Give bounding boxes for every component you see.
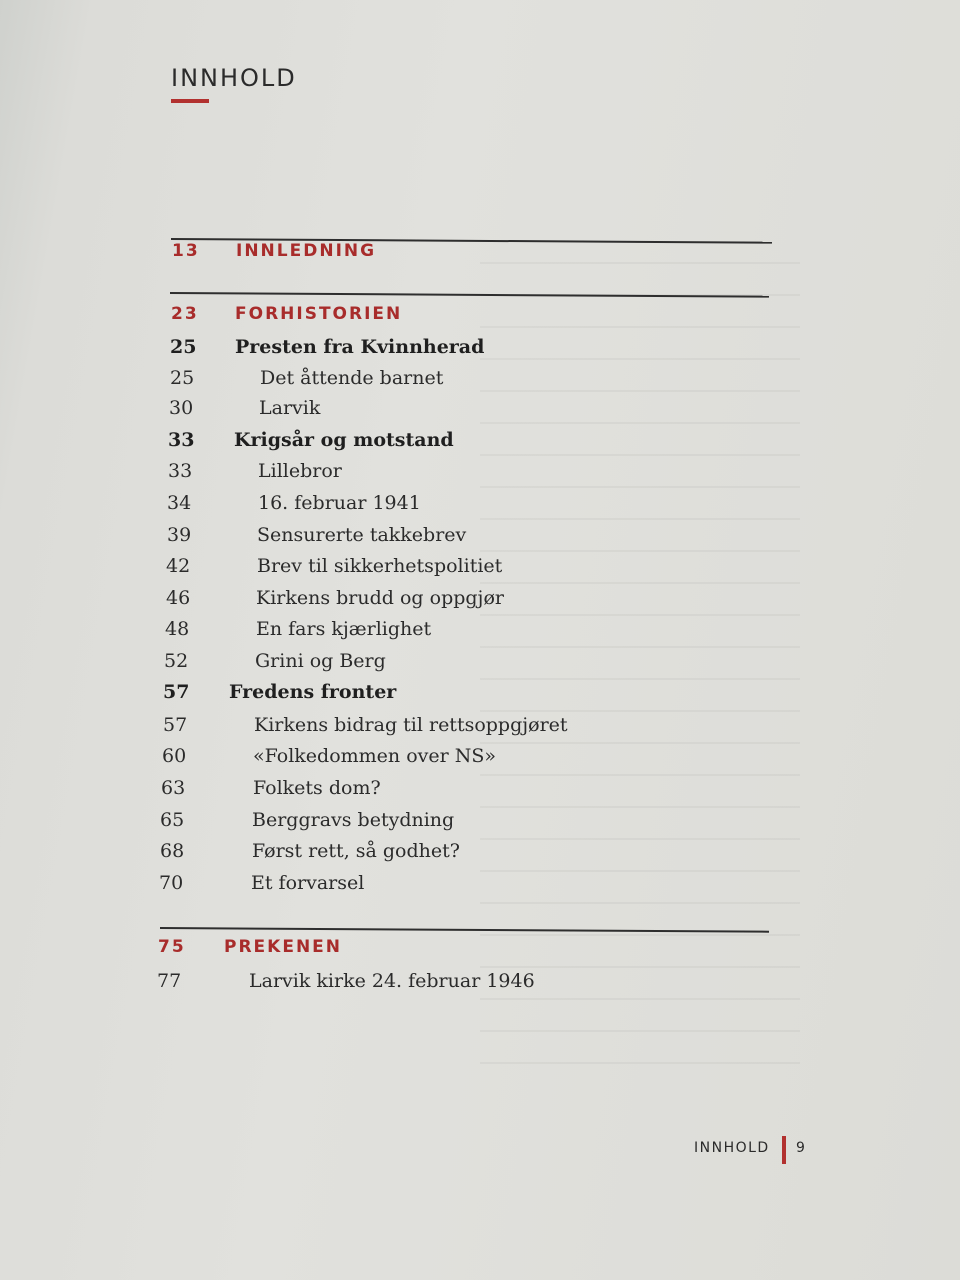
- toc-entry-label: En fars kjærlighet: [256, 618, 432, 640]
- toc-page-number: 65: [160, 809, 185, 831]
- toc-entry-label: Lillebror: [258, 460, 342, 482]
- toc-page-number: 30: [169, 397, 194, 419]
- toc-page-number: 42: [166, 555, 191, 577]
- toc-entry-label: Fredens fronter: [229, 681, 397, 703]
- toc-entry-label: Det åttende barnet: [260, 367, 444, 389]
- toc-row: [0, 492, 960, 524]
- toc-entry-label: Kirkens bidrag til rettsoppgjøret: [254, 714, 568, 736]
- toc-page-number: 39: [167, 524, 192, 546]
- toc-page-number: 46: [166, 587, 191, 609]
- toc-entry-label: Først rett, så godhet?: [252, 840, 460, 862]
- toc-entry-label: Brev til sikkerhetspolitiet: [257, 555, 503, 577]
- toc-entry-label: Krigsår og motstand: [234, 429, 454, 451]
- toc-row: [0, 650, 960, 682]
- toc-row: [0, 809, 960, 841]
- toc-row: [0, 587, 960, 619]
- toc-entry-label: Folkets dom?: [253, 777, 381, 799]
- toc-row: [0, 618, 960, 650]
- toc-entry-label: Berggravs betydning: [252, 809, 455, 831]
- toc-page-number: 75: [158, 937, 186, 957]
- toc-row: [0, 937, 960, 969]
- toc-row: [0, 397, 960, 429]
- toc-page-number: 57: [163, 714, 188, 736]
- toc-row: [0, 429, 960, 461]
- toc-page-number: 25: [170, 336, 197, 358]
- toc-page-number: 13: [172, 241, 200, 261]
- footer-divider: [782, 1136, 786, 1164]
- toc-page-number: 68: [160, 840, 185, 862]
- toc-row: [0, 460, 960, 492]
- toc-row: [0, 524, 960, 556]
- page-title: INNHOLD: [171, 64, 297, 92]
- toc-row: [0, 681, 960, 713]
- toc-page-number: 48: [165, 618, 190, 640]
- toc-row: [0, 367, 960, 399]
- toc-entry-label: Sensurerte takkebrev: [257, 524, 467, 546]
- toc-entry-label: PREKENEN: [224, 937, 343, 957]
- toc-entry-label: Et forvarsel: [251, 872, 365, 894]
- title-underline: [171, 99, 209, 103]
- toc-row: [0, 970, 960, 1002]
- toc-entry-label: INNLEDNING: [236, 241, 377, 261]
- toc-page-number: 60: [162, 745, 187, 767]
- toc-page-number: 63: [161, 777, 186, 799]
- toc-row: [0, 241, 960, 273]
- toc-row: [0, 714, 960, 746]
- toc-entry-label: Larvik kirke 24. februar 1946: [249, 970, 535, 992]
- footer-label: INNHOLD: [694, 1140, 770, 1156]
- toc-page-number: 33: [168, 429, 195, 451]
- toc-row: [0, 872, 960, 904]
- toc-row: [0, 745, 960, 777]
- running-footer: [694, 1140, 807, 1164]
- toc-page-number: 33: [168, 460, 193, 482]
- toc-page-number: 25: [170, 367, 195, 389]
- toc-entry-label: Kirkens brudd og oppgjør: [256, 587, 504, 609]
- toc-entry-label: FORHISTORIEN: [235, 304, 403, 324]
- toc-entry-label: Larvik: [259, 397, 321, 419]
- toc-row: [0, 304, 960, 336]
- toc-row: [0, 840, 960, 872]
- toc-page-number: 77: [157, 970, 182, 992]
- toc-page-number: 23: [171, 304, 199, 324]
- toc-entry-label: Presten fra Kvinnherad: [235, 336, 485, 358]
- toc-page-number: 52: [164, 650, 189, 672]
- toc-page-number: 57: [163, 681, 190, 703]
- toc-page-number: 70: [159, 872, 184, 894]
- page-number: 9: [796, 1140, 807, 1156]
- toc-row: [0, 336, 960, 368]
- toc-entry-label: «Folkedommen over NS»: [253, 745, 497, 767]
- toc-entry-label: Grini og Berg: [255, 650, 386, 672]
- toc-row: [0, 777, 960, 809]
- toc-page-number: 34: [167, 492, 192, 514]
- toc-row: [0, 555, 960, 587]
- toc-entry-label: 16. februar 1941: [258, 492, 421, 514]
